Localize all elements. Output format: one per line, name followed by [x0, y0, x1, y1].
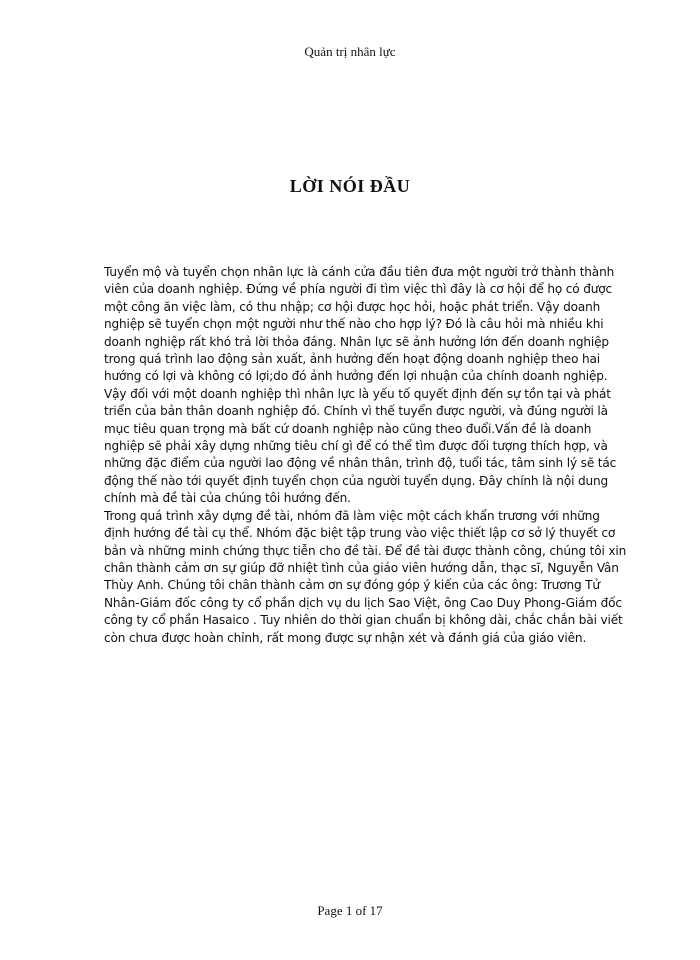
document-body	[104, 264, 629, 647]
running-header: Quản trị nhân lực	[304, 44, 396, 59]
page-title: LỜI NÓI ĐẦU	[289, 176, 411, 196]
paragraph-intro: Tuyển mộ và tuyển chọn nhân lực là cánh cửa đầu tiên đưa một người trở thành thành viên của doanh nghiệp. Đứng về phía người đi tìm việc thì đây là cơ hội để họ có được một công ăn việc làm, có thu nhập; cơ hội được học hỏi, hoặc phát triển. Vậy doanh nghiệp sẽ tuyển chọn một người như thế nào cho hợp lý? Đó là câu hỏi mà nhiều khi doanh nghiệp rất khó trả lời thỏa đáng. Nhân lực sẽ ảnh hưởng lớn đến doanh nghiệp trong quá trình lao động sản xuất, ảnh hưởng đến hoạt động doanh nghiệp theo hai hướng có lợi và không có lợi;do đó ảnh hưởng đến lợi nhuận của chính doanh nghiệp. Vậy đối với một doanh nghiệp thì nhân lực là yếu tố quyết định đến sự tồn tại và phát triển của bản thân doanh nghiệp đó. Chính vì thế tuyển được người, và đúng người là mục tiêu quan trọng mà bất cứ doanh nghiệp nào cũng theo đuổi.Vấn đề là doanh nghiệp sẽ phải xây dựng những tiêu chí gì để có thể tìm được đối tượng thích hợp, và những đặc điểm của người lao động về nhân thân, trình độ, tuổi tác, tâm sinh lý sẽ tác động thế nào tới quyết định tuyển chọn của người tuyển dụng. Đây chính là nội dung chính mà đề tài của chúng tôi hướng đến.	[104, 265, 617, 506]
page-number: Page 1 of 17	[317, 903, 383, 918]
paragraph-acknowledgement: Trong quá trình xây dựng đề tài, nhóm đã làm việc một cách khẩn trương với những định hướng đề tài cụ thể. Nhóm đặc biệt tập trung vào việc thiết lập cơ sở lý thuyết cơ bản và những minh chứng thực tiễn cho đề tài. Để đề tài được thành công, chúng tôi xin chân thành cảm ơn sự giúp đỡ nhiệt tình của giáo viên hướng dẫn, thạc sĩ, Nguyễn Vân Thùy Anh. Chúng tôi chân thành cảm ơn sự đóng góp ý kiến của các ông: Trương Tử Nhân-Giám đốc công ty cổ phần dịch vụ du lịch Sao Việt, ông Cao Duy Phong-Giám đốc công ty cổ phần Hasaico . Tuy nhiên do thời gian chuẩn bị không dài, chắc chắn bài viết còn chưa được hoàn chỉnh, rất mong được sự nhận xét và đánh giá của giáo viên.	[104, 508, 627, 645]
